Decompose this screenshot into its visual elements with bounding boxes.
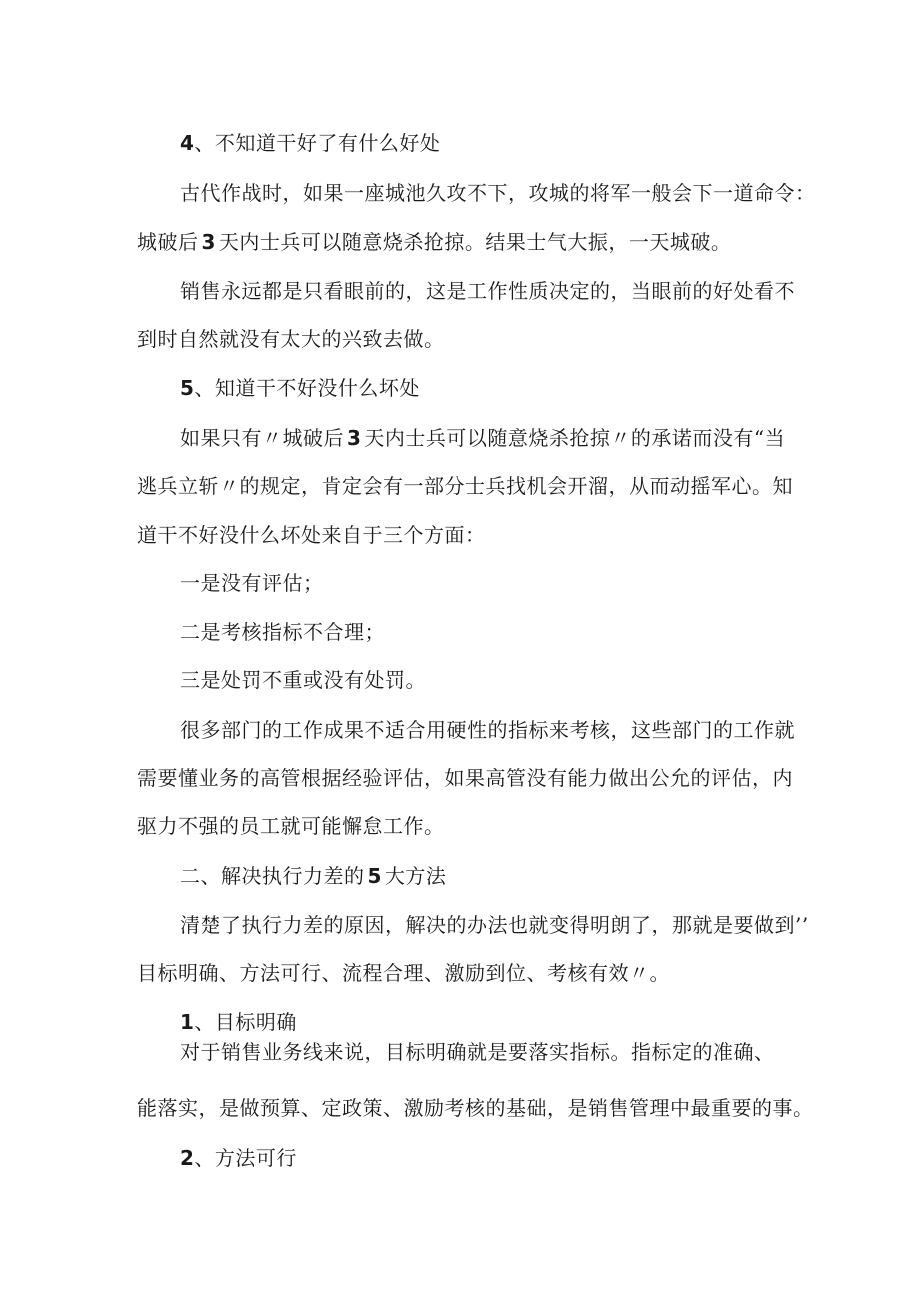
paragraph-line: 对于销售业务线来说，目标明确就是要落实指标。指标定的准确、 bbox=[180, 1040, 775, 1064]
paragraph-line: 到时自然就没有太大的兴致去做。 bbox=[137, 327, 445, 351]
list-item: 一是没有评估； bbox=[180, 571, 324, 595]
list-item: 二是考核指标不合理； bbox=[180, 620, 385, 644]
text-span: 二、解决执行力差的 bbox=[180, 864, 365, 888]
number-span: 3 bbox=[201, 230, 216, 254]
subheading-1 bbox=[180, 1008, 297, 1036]
paragraph-line: 能落实，是做预算、定政策、激励考核的基础，是销售管理中最重要的事。 bbox=[137, 1096, 814, 1120]
section-heading bbox=[180, 862, 446, 890]
paragraph-line: 古代作战时，如果一座城池久攻不下，攻城的将军一般会下一道命令： bbox=[180, 181, 816, 205]
heading-number: 1 bbox=[180, 1010, 195, 1034]
paragraph-line: 道干不好没什么坏处来自于三个方面： bbox=[137, 523, 486, 547]
number-span: 5 bbox=[367, 864, 382, 888]
paragraph-line: 驱力不强的员工就可能懈怠工作。 bbox=[137, 814, 445, 838]
heading-number: 5 bbox=[180, 376, 195, 400]
heading-number: 2 bbox=[180, 1146, 195, 1170]
text-span: 天内士兵可以随意烧杀抢掠。结果士气大振，一天城破。 bbox=[218, 230, 732, 254]
paragraph-line: 需要懂业务的高管根据经验评估，如果高管没有能力做出公允的评估，内 bbox=[137, 766, 793, 790]
heading-text: 、方法可行 bbox=[194, 1146, 297, 1170]
heading-text: 、不知道干好了有什么好处 bbox=[194, 131, 441, 155]
paragraph-line: 目标明确、方法可行、流程合理、激励到位、考核有效〃。 bbox=[137, 961, 670, 985]
heading-text: 、知道干不好没什么坏处 bbox=[194, 376, 420, 400]
paragraph-line: 逃兵立斩〃的规定，肯定会有一部分士兵找机会开溜，从而动摇军心。知 bbox=[137, 474, 793, 498]
list-item: 三是处罚不重或没有处罚。 bbox=[180, 668, 426, 692]
number-span: 3 bbox=[347, 426, 362, 450]
subheading-2 bbox=[180, 1144, 297, 1172]
heading-4 bbox=[180, 129, 440, 157]
text-span: 大方法 bbox=[384, 864, 447, 888]
paragraph-line bbox=[137, 228, 731, 256]
heading-5 bbox=[180, 374, 420, 402]
heading-text: 、目标明确 bbox=[194, 1010, 297, 1034]
paragraph-line: 清楚了执行力差的原因，解决的办法也就变得明朗了，那就是要做到’’ bbox=[180, 913, 809, 937]
text-span: 如果只有〃城破后 bbox=[180, 426, 344, 450]
paragraph-line: 销售永远都是只看眼前的，这是工作性质决定的，当眼前的好处看不 bbox=[180, 279, 795, 303]
heading-number: 4 bbox=[180, 131, 195, 155]
paragraph-line bbox=[180, 424, 785, 452]
text-span: 天内士兵可以随意烧杀抢掠〃的承诺而没有“当 bbox=[364, 426, 786, 450]
paragraph-line: 很多部门的工作成果不适合用硬性的指标来考核，这些部门的工作就 bbox=[180, 718, 795, 742]
text-span: 城破后 bbox=[137, 230, 199, 254]
